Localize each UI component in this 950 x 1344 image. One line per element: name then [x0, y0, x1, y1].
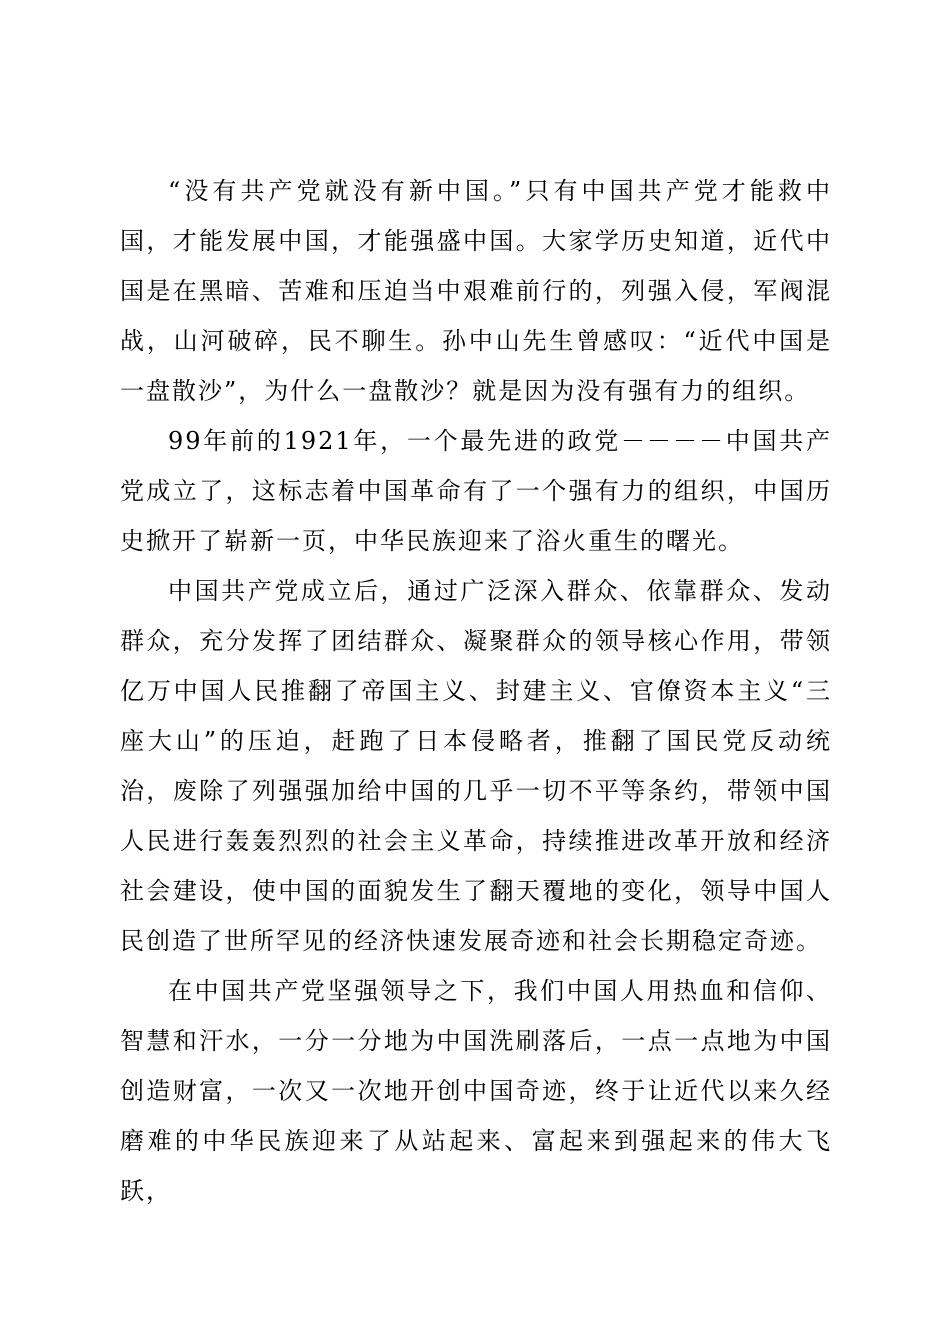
document-body — [120, 166, 832, 1216]
paragraph-2: 99年前的1921年，一个最先进的政党－－－－中国共产党成立了，这标志着中国革命有了一个强有力的组织，中国历史掀开了崭新一页，中华民族迎来了浴火重生的曙光。 — [120, 427, 832, 555]
paragraph-4: 在中国共产党坚强领导之下，我们中国人用热血和信仰、智慧和汗水，一分一分地为中国洗刷落后，一点一点地为中国创造财富，一次又一次地开创中国奇迹，终于让近代以来久经磨难的中华民族迎来了从站起来、富起来到强起来的伟大飞跃， — [120, 977, 832, 1205]
paragraph-3: 中国共产党成立后，通过广泛深入群众、依靠群众、发动群众，充分发挥了团结群众、凝聚群众的领导核心作用，带领亿万中国人民推翻了帝国主义、封建主义、官僚资本主义“三座大山”的压迫，赶跑了日本侵略者，推翻了国民党反动统治，废除了列强强加给中国的几乎一切不平等条约，带领中国人民进行轰轰烈烈的社会主义革命，持续推进改革开放和经济社会建设，使中国的面貌发生了翻天覆地的变化，领导中国人民创造了世所罕见的经济快速发展奇迹和社会长期稳定奇迹。 — [120, 577, 832, 955]
paragraph-1: “没有共产党就没有新中国。”只有中国共产党才能救中国，才能发展中国，才能强盛中国。大家学历史知道，近代中国是在黑暗、苦难和压迫当中艰难前行的，列强入侵，军阀混战，山河破碎，民不聊生。孙中山先生曾感叹：“近代中国是一盘散沙”，为什么一盘散沙？就是因为没有强有力的组织。 — [120, 177, 832, 405]
